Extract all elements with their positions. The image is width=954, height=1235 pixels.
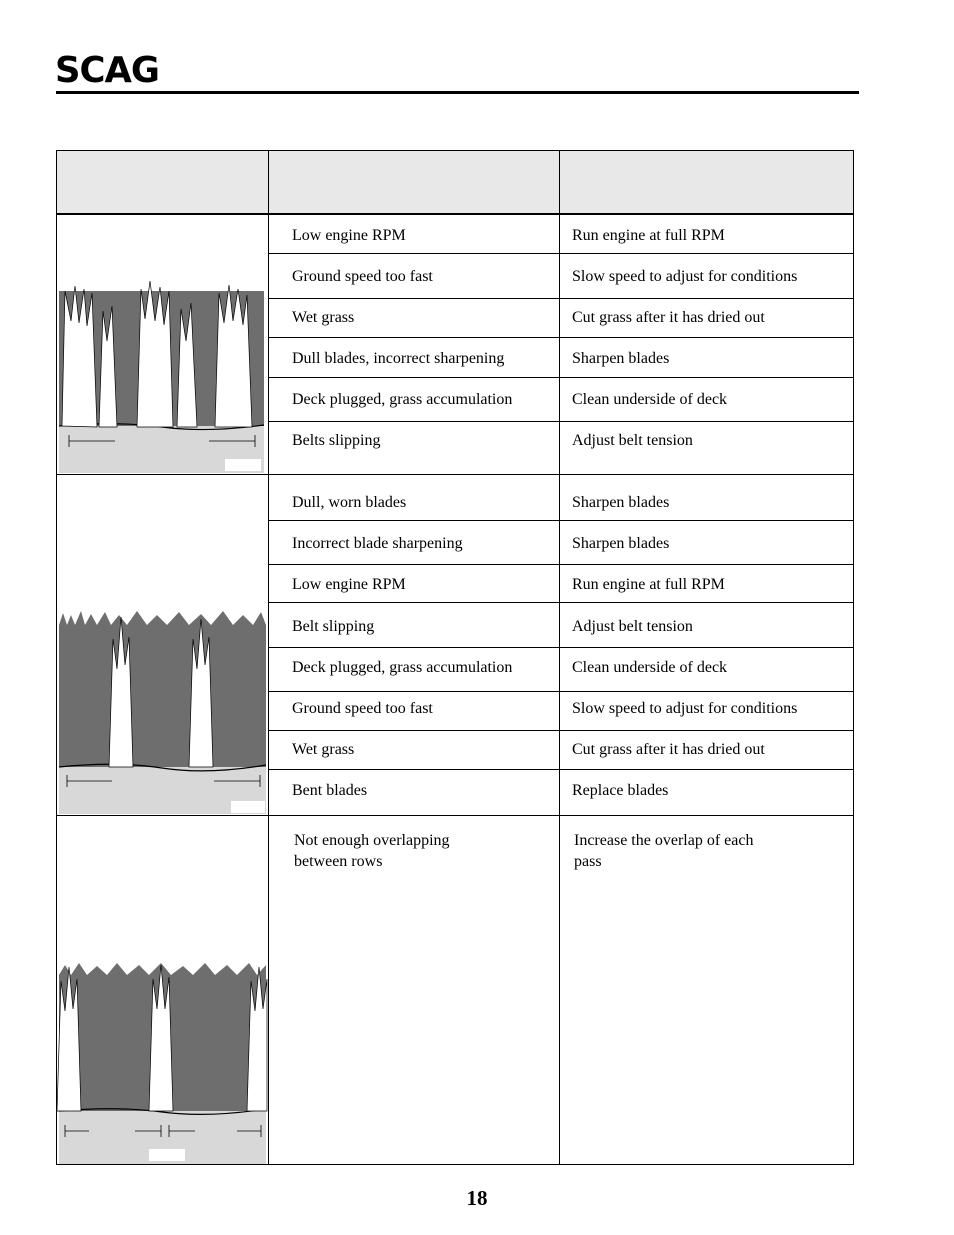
streaking-between-blades-illustration (57, 609, 268, 814)
remedy-text: Run engine at full RPM (572, 576, 725, 593)
cause-text: Ground speed too fast (292, 700, 433, 717)
cause-text: Not enough overlapping (294, 832, 450, 849)
column-divider (268, 151, 269, 1164)
section-divider (57, 815, 853, 816)
table-header-row (57, 151, 853, 215)
cause-text: Bent blades (292, 782, 368, 799)
troubleshooting-table (56, 150, 854, 1165)
cause-text: Incorrect blade sharpening (292, 535, 463, 552)
remedy-text: Increase the overlap of each (574, 832, 754, 849)
remedy-text: Adjust belt tension (572, 618, 693, 635)
remedy-text: Clean underside of deck (572, 659, 728, 676)
remedy-text: Clean underside of deck (572, 391, 728, 408)
remedy-text: Slow speed to adjust for conditions (572, 700, 798, 717)
streaking-between-passes-illustration (57, 961, 268, 1164)
page-number: 18 (466, 1186, 488, 1210)
header-rule (56, 91, 859, 94)
svg-text:SCAG: SCAG (55, 50, 159, 88)
cause-text: Wet grass (292, 741, 355, 758)
remedy-text: pass (574, 853, 602, 870)
cause-text: Dull blades, incorrect sharpening (292, 350, 505, 367)
cause-text: Belts slipping (292, 432, 381, 449)
remedy-text: Sharpen blades (572, 350, 670, 367)
cause-text: Dull, worn blades (292, 494, 407, 511)
cause-text: Low engine RPM (292, 576, 406, 593)
remedy-text: Slow speed to adjust for conditions (572, 268, 798, 285)
cause-text: Deck plugged, grass accumulation (292, 659, 513, 676)
cause-text: Belt slipping (292, 618, 375, 635)
remedy-text: Sharpen blades (572, 494, 670, 511)
column-divider (559, 151, 560, 1164)
cause-text: between rows (294, 853, 383, 870)
cause-text: Deck plugged, grass accumulation (292, 391, 513, 408)
streaked-cut-uneven-illustration (57, 281, 268, 473)
cause-text: Low engine RPM (292, 227, 406, 244)
section-divider (57, 474, 853, 475)
remedy-text: Replace blades (572, 782, 669, 799)
cause-text: Wet grass (292, 309, 355, 326)
remedy-text: Run engine at full RPM (572, 227, 725, 244)
cause-text: Ground speed too fast (292, 268, 433, 285)
remedy-text: Sharpen blades (572, 535, 670, 552)
remedy-text: Adjust belt tension (572, 432, 693, 449)
remedy-text: Cut grass after it has dried out (572, 309, 765, 326)
scag-logo (55, 48, 165, 88)
remedy-text: Cut grass after it has dried out (572, 741, 765, 758)
